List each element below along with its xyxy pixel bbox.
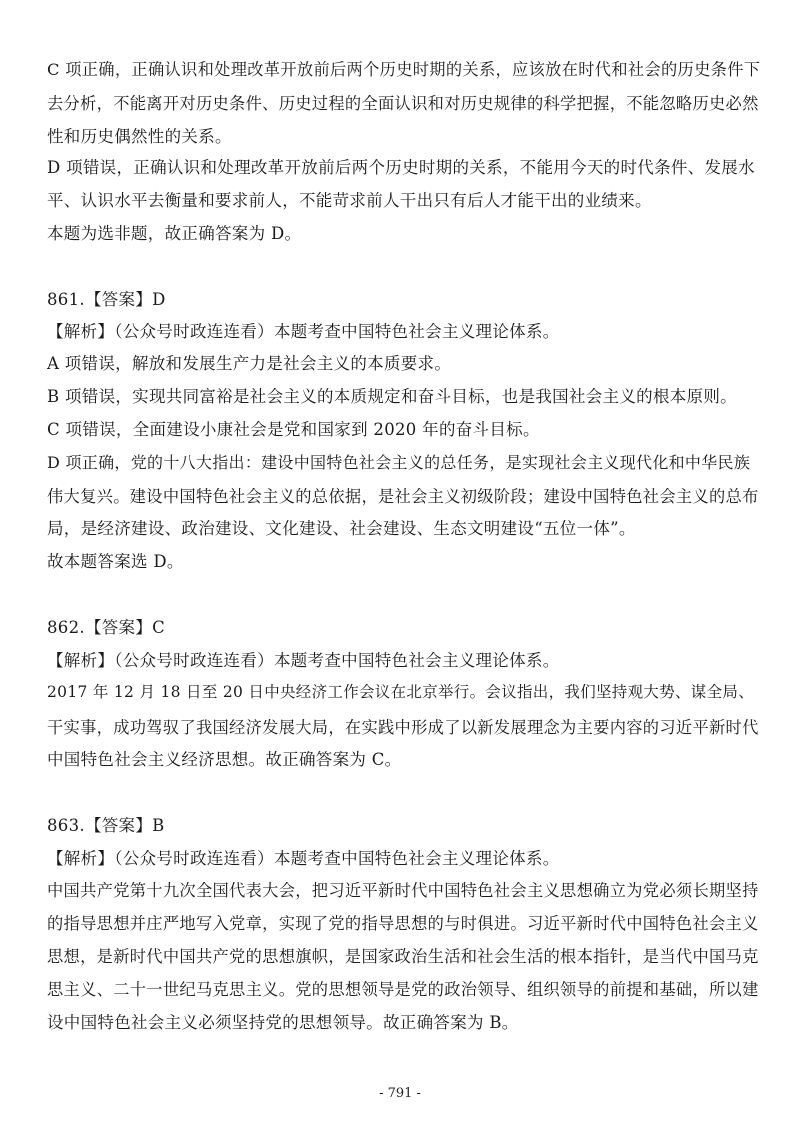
text-line: D 项正确，党的十八大指出：建设中国特色社会主义的总任务，是实现社会主义现代化和中华民族 — [47, 453, 751, 472]
text-line: 设中国特色社会主义必须坚持党的思想领导。故正确答案为 B。 — [47, 1013, 519, 1032]
text-line: 的指导思想并庄严地写入党章，实现了党的指导思想的与时俱进。习近平新时代中国特色社会主义 — [47, 914, 759, 933]
answer-heading-862: 862.【答案】C — [47, 618, 166, 637]
text-line: C 项正确，正确认识和处理改革开放前后两个历史时期的关系，应该放在时代和社会的历史条件下 — [47, 60, 761, 79]
text-line: 故本题答案选 D。 — [47, 552, 184, 571]
analysis-line: 【解析】（公众号时政连连看）本题考查中国特色社会主义理论体系。 — [47, 849, 560, 868]
text-line: 性和历史偶然性的关系。 — [47, 127, 232, 146]
text-line: D 项错误，正确认识和处理改革开放前后两个历史时期的关系，不能用今天的时代条件、发展水 — [47, 158, 755, 177]
text-line: 平、认识水平去衡量和要求前人，不能苛求前人干出只有后人才能干出的业绩来。 — [47, 191, 652, 210]
text-line: 干实事，成功驾驭了我国经济发展大局，在实践中形成了以新发展理念为主要内容的习近平新时代 — [47, 718, 759, 737]
text-line: 2017 年 12 月 18 日至 20 日中央经济工作会议在北京举行。会议指出，我们坚持观大势、谋全局、 — [47, 683, 755, 701]
text-line: 去分析，不能离开对历史条件、历史过程的全面认识和对历史规律的科学把握，不能忽略历史必然 — [47, 94, 759, 113]
text-line: A 项错误，解放和发展生产力是社会主义的本质要求。 — [47, 354, 452, 373]
analysis-line: 【解析】（公众号时政连连看）本题考查中国特色社会主义理论体系。 — [47, 322, 560, 341]
text-line: 思主义、二十一世纪马克思主义。党的思想领导是党的政治领导、组织领导的前提和基础，所以建 — [47, 980, 759, 999]
answer-heading-863: 863.【答案】B — [47, 816, 165, 835]
text-line: 思想，是新时代中国共产党的思想旗帜，是国家政治生活和社会生活的根本指针，是当代中国马克 — [47, 947, 759, 966]
text-line: 本题为选非题，故正确答案为 D。 — [47, 224, 302, 243]
analysis-line: 【解析】（公众号时政连连看）本题考查中国特色社会主义理论体系。 — [47, 651, 560, 670]
page-number: - 791 - — [379, 1086, 421, 1101]
text-line: B 项错误，实现共同富裕是社会主义的本质规定和奋斗目标，也是我国社会主义的根本原则。 — [47, 387, 737, 406]
text-line: 局，是经济建设、政治建设、文化建设、社会建设、生态文明建设“五位一体”。 — [47, 519, 636, 538]
text-line: 中国共产党第十九次全国代表大会，把习近平新时代中国特色社会主义思想确立为党必须长期坚持 — [47, 881, 759, 900]
answer-heading-861: 861.【答案】D — [47, 290, 166, 309]
text-line: 伟大复兴。建设中国特色社会主义的总依据，是社会主义初级阶段；建设中国特色社会主义的总布 — [47, 487, 759, 506]
text-line: C 项错误，全面建设小康社会是党和国家到 2020 年的奋斗目标。 — [47, 420, 540, 439]
text-line: 中国特色社会主义经济思想。故正确答案为 C。 — [47, 750, 402, 769]
